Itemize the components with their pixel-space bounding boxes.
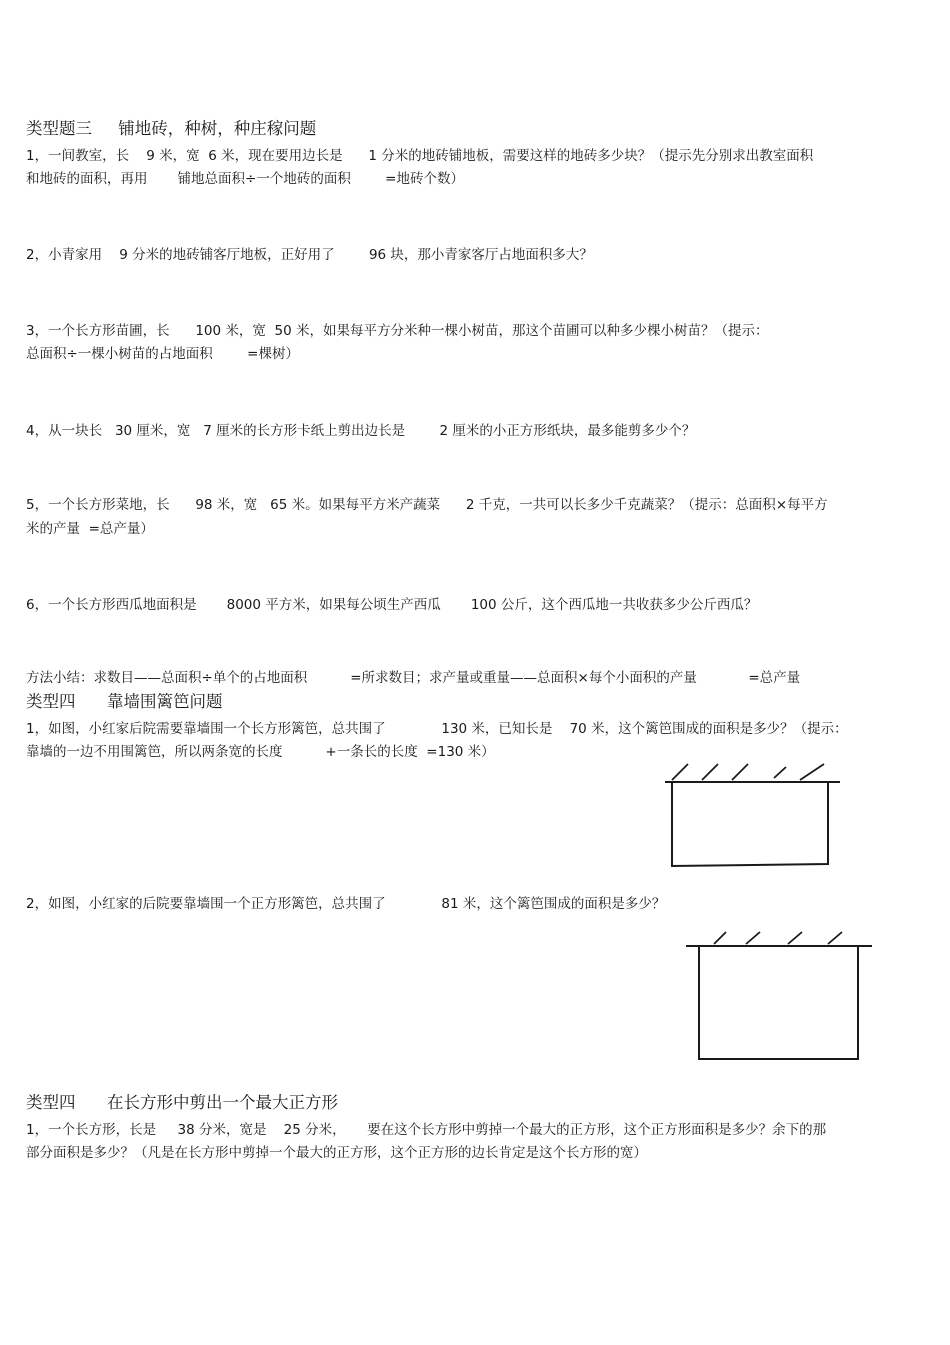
fence-outline [699,946,858,1059]
fence-question-1-line-2: 靠墙的一边不用围篱笆，所以两条宽的长度 +一条长的长度 =130 米） [26,744,495,760]
wall-hatch [714,932,726,944]
question-3-line-2: 总面积÷一棵小树苗的占地面积 =棵树） [26,346,299,362]
wall-hatch [828,932,842,944]
question-6-line-1: 6，一个长方形西瓜地面积是 8000 平方米，如果每公顷生产西瓜 100 公斤，这个西瓜地一共收获多少公斤西瓜？ [26,597,758,613]
wall-hatch [788,932,802,944]
method-summary: 方法小结：求数目——总面积÷单个的占地面积 =所求数目；求产量或重量——总面积×每个小面积的产量 =总产量 [26,670,801,686]
fence-outline [672,782,828,866]
question-1-line-1: 1，一间教室，长 9 米，宽 6 米，现在要用边长是 1 分米的地砖铺地板，需要这样的地砖多少块？（提示先分别求出教室面积 [26,148,814,164]
wall-hatch [732,764,748,780]
question-1-line-2: 和地砖的面积，再用 铺地总面积÷一个地砖的面积 =地砖个数） [26,171,464,187]
section-heading-type4-square: 类型四 在长方形中剪出一个最大正方形 [26,1093,338,1112]
question-4-line-1: 4，从一块长 30 厘米，宽 7 厘米的长方形卡纸上剪出边长是 2 厘米的小正方形纸块，最多能剪多少个？ [26,423,696,439]
fence-question-1-line-1: 1，如图，小红家后院需要靠墙围一个长方形篱笆，总共围了 130 米，已知长是 70 米，这个篱笆围成的面积是多少？（提示： [26,721,848,737]
question-2-line-1: 2，小青家用 9 分米的地砖铺客厅地板，正好用了 96 块，那小青家客厅占地面积多大？ [26,247,593,263]
wall-hatch [746,932,760,944]
rectangle-fence-figure [660,758,850,873]
section-heading-type4-fence: 类型四 靠墙围篱笆问题 [26,692,223,711]
wall-hatch [774,767,786,778]
square-fence-figure [682,926,877,1066]
question-3-line-1: 3，一个长方形苗圃，长 100 米，宽 50 米，如果每平方分米种一棵小树苗，那这个苗圃可以种多少棵小树苗？（提示： [26,323,769,339]
fence-question-2-line-1: 2，如图，小红家的后院要靠墙围一个正方形篱笆，总共围了 81 米，这个篱笆围成的面积是多少？ [26,896,666,912]
question-5-line-2: 米的产量 =总产量） [26,521,154,537]
wall-hatch [702,764,718,780]
question-5-line-1: 5，一个长方形菜地，长 98 米，宽 65 米。如果每平方米产蔬菜 2 千克，一共可以长多少千克蔬菜？（提示：总面积×每平方 [26,497,828,513]
square-question-1-line-1: 1，一个长方形，长是 38 分米，宽是 25 分米， 要在这个长方形中剪掉一个最大的正方形，这个正方形面积是多少？余下的那 [26,1122,827,1138]
wall-hatch [800,764,824,780]
wall-hatch [672,764,688,780]
section-heading-type3: 类型题三 铺地砖，种树，种庄稼问题 [26,119,317,138]
square-question-1-line-2: 部分面积是多少？（凡是在长方形中剪掉一个最大的正方形，这个正方形的边长肯定是这个长方形的宽） [26,1145,647,1161]
